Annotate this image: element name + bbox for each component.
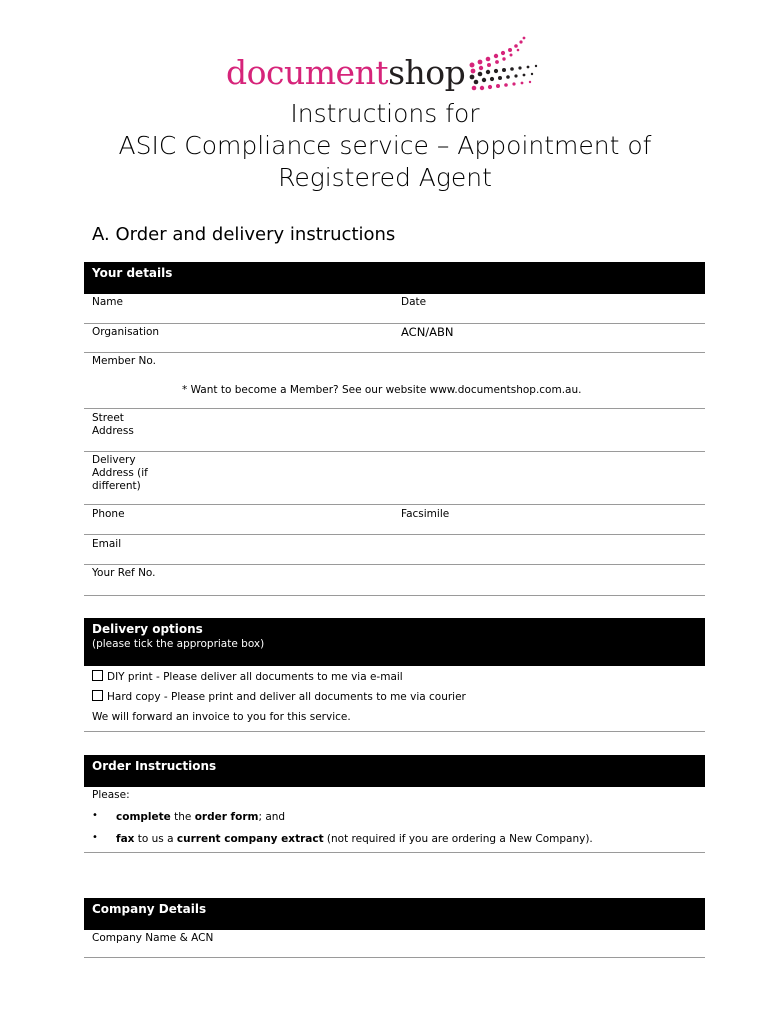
member-no-label: Member No. <box>92 355 156 367</box>
divider <box>84 323 705 324</box>
instruction-complete-form: complete the order form; and <box>116 811 286 823</box>
phone-label: Phone <box>92 508 125 520</box>
documentshop-logo <box>222 36 552 98</box>
divider <box>84 451 705 452</box>
organisation-label: Organisation <box>92 326 160 338</box>
divider <box>84 504 705 505</box>
instruction-fax-extract: fax to us a current company extract (not required if you are ordering a New Company). <box>116 833 593 845</box>
date-label: Date <box>401 296 427 308</box>
bullet-item: • <box>92 832 98 843</box>
company-details-header: Company Details <box>84 898 705 930</box>
company-name-acn-label: Company Name & ACN <box>92 932 214 944</box>
section-a-title: A. Order and delivery instructions <box>92 224 396 245</box>
divider <box>84 408 705 409</box>
street-address-label: Street Address <box>92 412 134 437</box>
please-label: Please: <box>92 789 130 801</box>
bullet-item: • <box>92 810 98 821</box>
logo-dots-icon <box>448 36 548 96</box>
acn-abn-label: ACN/ABN <box>401 325 454 339</box>
your-details-header: Your details <box>84 262 705 294</box>
delivery-address-label: Delivery Address (if different) <box>92 454 148 492</box>
divider <box>84 595 705 596</box>
invoice-note: We will forward an invoice to you for this service. <box>92 711 351 723</box>
your-ref-label: Your Ref No. <box>92 567 156 579</box>
facsimile-label: Facsimile <box>401 508 450 520</box>
logo-wordmark: documentshop <box>226 53 466 92</box>
hard-copy-option[interactable]: Hard copy - Please print and deliver all documents to me via courier <box>92 690 466 704</box>
diy-print-option[interactable]: DIY print - Please deliver all documents to me via e-mail <box>92 670 403 684</box>
page-title: Instructions for ASIC Compliance service – Appointment of Registered Agent <box>118 99 652 192</box>
name-label: Name <box>92 296 123 308</box>
checkbox[interactable] <box>92 670 103 681</box>
divider <box>84 534 705 535</box>
divider <box>84 564 705 565</box>
order-instructions-header: Order Instructions <box>84 755 705 787</box>
divider <box>84 957 705 958</box>
member-note: * Want to become a Member? See our website www.documentshop.com.au. <box>182 384 582 396</box>
divider <box>84 731 705 732</box>
divider <box>84 352 705 353</box>
checkbox[interactable] <box>92 690 103 701</box>
divider <box>84 852 705 853</box>
email-label: Email <box>92 538 122 550</box>
delivery-options-header: Delivery options (please tick the appropriate box) <box>84 618 705 666</box>
